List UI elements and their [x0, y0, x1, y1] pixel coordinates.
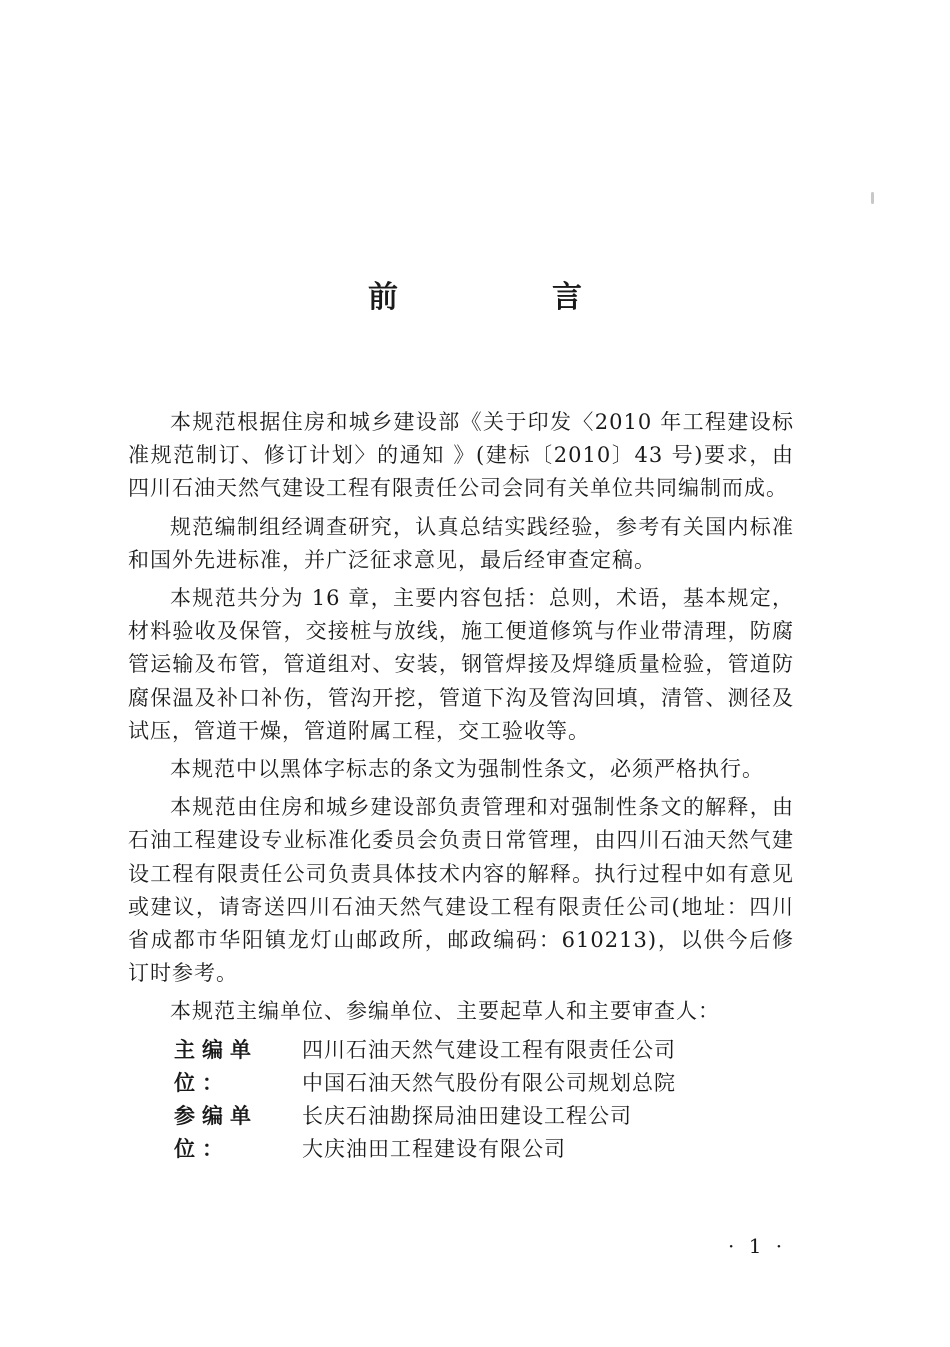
paragraph: 本规范共分为 16 章，主要内容包括：总则，术语，基本规定，材料验收及保管，交接桩与放线，施工便道修筑与作业带清理，防腐管运输及布管，管道组对、安装，钢管焊接及焊缝质量检验，管道防腐保温及补口补伤，管沟开挖，管道下沟及管沟回填，清管、测径及试压，管道干燥，管道附属工程，交工验收等。	[128, 586, 794, 743]
participating-units-label: 参编单位：	[174, 1104, 258, 1162]
unit-name: 大庆油田工程建设有限公司	[302, 1137, 566, 1162]
paragraph: 规范编制组经调查研究，认真总结实践经验，参考有关国内标准和国外先进标准，并广泛征求意见，最后经审查定稿。	[128, 514, 794, 572]
participating-units	[128, 1100, 794, 1166]
paragraph: 本规范由住房和城乡建设部负责管理和对强制性条文的解释，由石油工程建设专业标准化委员会负责日常管理，由四川石油天然气建设工程有限责任公司负责具体技术内容的解释。执行过程中如有意见或建议，请寄送四川石油天然气建设工程有限责任公司(地址：四川省成都市华阳镇龙灯山邮政所，邮政编码：610213)，以供今后修订时参考。	[128, 795, 794, 986]
paragraph: 本规范根据住房和城乡建设部《关于印发〈2010 年工程建设标准规范制订、修订计划〉的通知 》(建标〔2010〕43 号)要求，由四川石油天然气建设工程有限责任公司会同有关单位共同编制而成。	[128, 410, 794, 501]
unit-name: 中国石油天然气股份有限公司规划总院	[302, 1070, 676, 1095]
unit-name: 长庆石油勘探局油田建设工程公司	[302, 1104, 632, 1129]
scan-mark	[871, 192, 874, 204]
chief-units-label: 主编单位：	[174, 1037, 258, 1095]
paragraph: 本规范主编单位、参编单位、主要起草人和主要审查人：	[170, 999, 720, 1024]
unit-name: 四川石油天然气建设工程有限责任公司	[302, 1037, 676, 1062]
chief-units-list	[302, 1034, 794, 1100]
preface-body	[128, 406, 794, 1166]
paragraph: 本规范中以黑体字标志的条文为强制性条文，必须严格执行。	[170, 757, 764, 782]
chief-units	[128, 1034, 794, 1100]
page-number: · 1 ·	[728, 1234, 787, 1258]
participating-units-list	[302, 1100, 794, 1166]
page-title: 前 言	[368, 280, 644, 315]
